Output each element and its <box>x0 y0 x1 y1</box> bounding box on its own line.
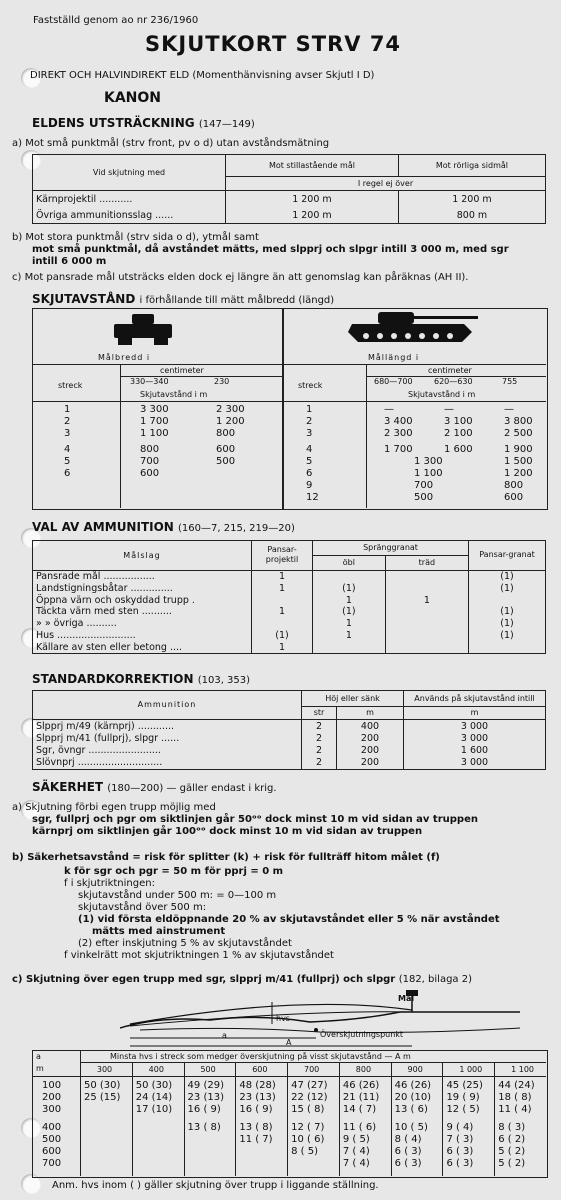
distance-cell: 2 500 <box>504 428 533 439</box>
distance-cell: 3 <box>306 428 313 439</box>
ammo-cell <box>385 583 468 595</box>
distance-cell: 500 <box>414 492 434 503</box>
standard-heading: STANDARDKORREKTION (103, 353) <box>32 672 251 686</box>
rule <box>366 365 367 508</box>
ammo-cell: (1) <box>469 606 546 618</box>
ammo-cell <box>469 641 546 653</box>
ammo-cell: 1 <box>313 629 386 641</box>
ammo-cell: (1) <box>469 629 546 641</box>
distance-cell: 12 <box>306 492 319 503</box>
safety-text: f vinkelrätt mot skjutriktningen 1 % av skjutavståndet <box>64 950 334 961</box>
overfire-a: 100 <box>42 1080 62 1091</box>
standard-row <box>33 744 546 756</box>
overfire-cell: 11 ( 7) <box>239 1134 273 1145</box>
width-col: 230 <box>214 377 230 386</box>
standard-cell: 1 600 <box>404 744 546 756</box>
ammo-cell: 1 <box>313 594 386 606</box>
distance-cell: 600 <box>504 492 524 503</box>
ammo-col: öbl <box>313 555 386 570</box>
standard-cell: 400 <box>337 719 404 732</box>
distance-cell: 3 100 <box>444 416 473 427</box>
weapon-title: KANON <box>104 90 162 106</box>
ammo-row <box>33 618 546 630</box>
distance-cell: 1 500 <box>504 456 533 467</box>
ammo-cell: Landstigningsbåtar .............. <box>33 583 252 595</box>
standard-cell: 3 000 <box>404 732 546 744</box>
overfire-diagram <box>120 990 520 1054</box>
overfire-cell: 16 ( 9) <box>187 1104 221 1115</box>
ammo-cell: (1) <box>469 583 546 595</box>
standard-cell: 2 <box>302 757 337 770</box>
rule <box>120 365 121 508</box>
ammo-cell: 1 <box>252 641 313 653</box>
overfire-cell: 50 (30) <box>84 1080 121 1091</box>
ammo-row <box>33 641 546 653</box>
distance-cell: 2 300 <box>216 404 245 415</box>
standard-cell: 200 <box>337 732 404 744</box>
overfire-col: 800 <box>355 1065 372 1074</box>
diagram-a: a <box>222 1031 227 1040</box>
range-col-label: Vid skjutning med <box>33 155 226 191</box>
distance-cell: 3 300 <box>140 404 169 415</box>
overfire-cell: 10 ( 6) <box>291 1134 325 1145</box>
ammo-cell <box>252 594 313 606</box>
overfire-cell: 18 ( 8) <box>498 1092 532 1103</box>
width-unit: Skjutavstånd i m <box>140 390 208 399</box>
width-cm: centimeter <box>160 366 204 375</box>
standard-row <box>33 719 546 732</box>
standard-cell: 3 000 <box>404 719 546 732</box>
overfire-cell: 14 ( 7) <box>342 1104 377 1115</box>
ammo-col: Målslag <box>33 541 252 571</box>
overfire-cell: 7 ( 4) <box>342 1158 370 1169</box>
standard-col: str <box>302 706 337 719</box>
overfire-cell: 11 ( 4) <box>498 1104 532 1115</box>
safety-text: (1) vid första eldöppnande 20 % av skjutavståndet eller 5 % när avståndet <box>78 914 500 925</box>
range-b-text: intill 6 000 m <box>32 256 107 267</box>
distance-cell: 4 <box>306 444 313 455</box>
standard-col: Höj eller sänk <box>302 691 404 707</box>
width-col: 330—340 <box>130 377 169 386</box>
overfire-cell: 10 ( 5) <box>394 1122 428 1133</box>
standard-col: Används på skjutavstånd intill <box>404 691 546 707</box>
overfire-cell: 45 (25) <box>446 1080 483 1091</box>
safety-text: (2) efter inskjutning 5 % av skjutavståndet <box>78 938 292 949</box>
width-title: Målbredd i <box>98 353 151 362</box>
distance-cell: 1 600 <box>444 444 473 455</box>
standard-table <box>32 690 546 770</box>
ammo-cell: 1 <box>252 570 313 582</box>
standard-col: m <box>404 706 546 719</box>
range-b-text: b) Mot stora punktmål (strv sida o d), ytmål samt <box>12 232 259 243</box>
overfire-cell: 16 ( 9) <box>239 1104 273 1115</box>
overfire-col: 700 <box>304 1065 320 1074</box>
distance-cell: — <box>504 404 514 415</box>
overfire-cell: 6 ( 3) <box>446 1146 474 1157</box>
rule <box>287 1063 288 1176</box>
length-title: Mållängd i <box>368 353 420 362</box>
overfire-cell: 13 ( 8) <box>187 1122 221 1133</box>
safety-text: f i skjutriktningen: <box>64 878 155 889</box>
range-sub: I regel ej över <box>226 177 546 191</box>
range-cell: 1 200 m <box>226 191 399 208</box>
ammo-col: Pansar-projektil <box>252 541 313 571</box>
ammo-cell: (1) <box>313 606 386 618</box>
ammo-cell: 1 <box>252 583 313 595</box>
overfire-col: 300 <box>96 1065 113 1074</box>
range-cell: 1 200 m <box>226 207 399 224</box>
distance-cell: 2 100 <box>444 428 473 439</box>
overfire-a: 700 <box>42 1158 62 1169</box>
standard-cell: 2 <box>302 744 337 756</box>
overfire-a-label: a <box>36 1052 41 1061</box>
distance-divider <box>282 308 284 510</box>
distance-cell: 3 <box>64 428 71 439</box>
ammo-col: Spränggranat <box>313 541 469 556</box>
rule <box>32 1076 546 1077</box>
overfire-cell: 46 (26) <box>342 1080 380 1091</box>
distance-cell: 6 <box>306 468 313 479</box>
distance-cell: 1 <box>306 404 313 415</box>
safety-text: a) Skjutning förbi egen trupp möjlig med <box>12 802 216 813</box>
distance-cell: 3 800 <box>504 416 533 427</box>
range-c-text: c) Mot pansrade mål utsträcks elden dock ej längre än att genomslag kan påräknas (AH II). <box>12 272 469 283</box>
ammo-row <box>33 583 546 595</box>
overfire-cell: 44 (24) <box>498 1080 535 1091</box>
overfire-m-label: m <box>36 1064 44 1073</box>
length-col: 620—630 <box>434 377 473 386</box>
ammo-row <box>33 570 546 582</box>
ammo-col: träd <box>385 555 468 570</box>
ammo-cell: 1 <box>252 606 313 618</box>
overfire-cell: 12 ( 7) <box>291 1122 325 1133</box>
length-unit: Skjutavstånd i m <box>408 390 476 399</box>
distance-cell: 3 400 <box>384 416 413 427</box>
distance-cell: 500 <box>216 456 236 467</box>
distance-cell: 2 <box>64 416 71 427</box>
standard-cell: 3 000 <box>404 757 546 770</box>
safety-text: b) Säkerhetsavstånd = risk för splitter (k) + risk för fullträff hitom målet (f) <box>12 852 440 863</box>
overfire-cell: 8 ( 4) <box>394 1134 422 1145</box>
tank-side-icon <box>344 310 484 346</box>
ammo-cell: Öppna värn och oskyddad trupp . <box>33 594 252 606</box>
overfire-col: 400 <box>148 1065 164 1074</box>
ammo-row <box>33 606 546 618</box>
overfire-cell: 5 ( 2) <box>498 1146 526 1157</box>
ammo-row <box>33 594 546 606</box>
ammo-cell: (1) <box>252 629 313 641</box>
standard-cell: Slpprj m/49 (kärnprj) ............ <box>33 719 302 732</box>
overfire-col: 600 <box>252 1065 268 1074</box>
ammo-cell: Pansrade mål ................. <box>33 570 252 582</box>
overfire-cell: 11 ( 6) <box>342 1122 377 1133</box>
overfire-cell: 19 ( 9) <box>446 1092 480 1103</box>
ammo-cell: Täckta värn med sten .......... <box>33 606 252 618</box>
length-col: 680—700 <box>374 377 413 386</box>
distance-cell: 2 300 <box>384 428 413 439</box>
overfire-cell: 20 (10) <box>394 1092 432 1103</box>
rule <box>32 364 546 365</box>
distance-cell: 4 <box>64 444 71 455</box>
rule <box>235 1063 236 1176</box>
range-table <box>32 154 546 224</box>
ammo-cell <box>252 618 313 630</box>
standard-cell: Slpprj m/41 (fullprj), slpgr ...... <box>33 732 302 744</box>
overfire-cell: 6 ( 2) <box>498 1134 526 1145</box>
rule <box>80 1062 546 1063</box>
distance-cell: 1 700 <box>384 444 413 455</box>
ammo-row <box>33 629 546 641</box>
page-subtitle: DIREKT OCH HALVINDIREKT ELD (Momenthänvisning avser Skjutl I D) <box>30 70 375 81</box>
ammo-table <box>32 540 546 654</box>
overfire-cell: 13 ( 6) <box>394 1104 428 1115</box>
overfire-cell: 12 ( 5) <box>446 1104 480 1115</box>
distance-cell: 600 <box>216 444 236 455</box>
safety-text: kärnprj om siktlinjen går 100ᵒᵒ dock minst 10 m vid sidan av truppen <box>32 826 423 837</box>
distance-cell: 5 <box>64 456 71 467</box>
overfire-cell: 15 ( 8) <box>291 1104 325 1115</box>
page-title: SKJUTKORT STRV 74 <box>145 32 402 56</box>
ammo-cell: » » övriga .......... <box>33 618 252 630</box>
safety-text: skjutavstånd under 500 m: = 0—100 m <box>78 890 277 901</box>
distance-cell: 800 <box>504 480 524 491</box>
standard-row <box>33 732 546 744</box>
ammo-heading: VAL AV AMMUNITION (160—7, 215, 219—20) <box>32 520 295 534</box>
rule <box>184 1063 185 1176</box>
ammo-cell: 1 <box>313 618 386 630</box>
length-col: 755 <box>502 377 518 386</box>
rule <box>494 1063 495 1176</box>
overfire-cell: 25 (15) <box>84 1092 121 1103</box>
range-row-label: Övriga ammunitionsslag ...... <box>33 207 226 224</box>
overfire-cell: 8 ( 3) <box>498 1122 526 1133</box>
distance-cell: 1 100 <box>414 468 443 479</box>
ammo-cell <box>385 606 468 618</box>
overfire-cell: 21 (11) <box>342 1092 380 1103</box>
safety-c-text: c) Skjutning över egen trupp med sgr, slpprj m/41 (fullprj) och slpgr (182, bilaga 2) <box>12 974 472 985</box>
diagram-hvs: hvs <box>276 1014 290 1023</box>
overfire-cell: 13 ( 8) <box>239 1122 273 1133</box>
ammo-cell <box>313 641 386 653</box>
overfire-cell: 6 ( 3) <box>394 1158 422 1169</box>
distance-cell: — <box>444 404 454 415</box>
standard-col: m <box>337 706 404 719</box>
distance-cell: 2 <box>306 416 313 427</box>
ammo-cell: Hus .......................... <box>33 629 252 641</box>
overfire-a: 600 <box>42 1146 62 1157</box>
overfire-cell: 8 ( 5) <box>291 1146 318 1157</box>
overfire-cell: 7 ( 4) <box>342 1146 370 1157</box>
overfire-a: 200 <box>42 1092 62 1103</box>
distance-cell: 1 200 <box>504 468 533 479</box>
standard-col: Ammunition <box>33 691 302 720</box>
rule <box>339 1063 340 1176</box>
safety-text: skjutavstånd över 500 m: <box>78 902 207 913</box>
overfire-a: 500 <box>42 1134 62 1145</box>
overfire-cell: 50 (30) <box>135 1080 173 1091</box>
range-row-label: Kärnprojektil ........... <box>33 191 226 208</box>
overfire-col: 900 <box>407 1065 423 1074</box>
length-streck: streck <box>298 381 323 390</box>
ammo-cell: (1) <box>469 618 546 630</box>
distance-cell: 600 <box>140 468 160 479</box>
standard-cell: 2 <box>302 719 337 732</box>
overfire-cell: 47 (27) <box>291 1080 328 1091</box>
safety-text: sgr, fullprj och pgr om siktlinjen går 50ᵒᵒ dock minst 10 m vid sidan av truppen <box>32 814 478 825</box>
ammo-cell <box>469 594 546 606</box>
overfire-cell: 48 (28) <box>239 1080 276 1091</box>
distance-heading: SKJUTAVSTÅND i förhållande till mätt målbredd (längd) <box>32 292 335 306</box>
overfire-cell: 6 ( 3) <box>446 1158 474 1169</box>
overfire-cell: 24 (14) <box>135 1092 173 1103</box>
standard-cell: 2 <box>302 732 337 744</box>
ammo-cell <box>385 629 468 641</box>
range-heading: ELDENS UTSTRÄCKNING (147—149) <box>32 116 255 130</box>
ammo-cell: (1) <box>313 583 386 595</box>
overfire-cell: 7 ( 3) <box>446 1134 474 1145</box>
distance-cell: 1 300 <box>414 456 443 467</box>
distance-cell: 1 <box>64 404 71 415</box>
overfire-cell: 22 (12) <box>291 1092 328 1103</box>
overfire-col: 500 <box>200 1065 216 1074</box>
range-cell: 800 m <box>398 207 545 224</box>
ammo-cell: Källare av sten eller betong .... <box>33 641 252 653</box>
standard-row <box>33 757 546 770</box>
tank-front-icon <box>112 312 174 346</box>
ammo-cell: (1) <box>469 570 546 582</box>
overfire-cell: 46 (26) <box>394 1080 432 1091</box>
distance-cell: 6 <box>64 468 71 479</box>
standard-cell: 200 <box>337 757 404 770</box>
distance-cell: 800 <box>216 428 236 439</box>
footnote: Anm. hvs inom ( ) gäller skjutning över trupp i liggande ställning. <box>52 1180 379 1191</box>
distance-cell: 1 100 <box>140 428 169 439</box>
safety-heading: SÄKERHET (180—200) — gäller endast i krig. <box>32 780 277 794</box>
width-streck: streck <box>58 381 83 390</box>
safety-text: mätts med ainstrument <box>92 926 226 937</box>
overfire-cell: 9 ( 4) <box>446 1122 474 1133</box>
overfire-cell: 23 (13) <box>187 1092 224 1103</box>
distance-cell: 700 <box>414 480 434 491</box>
standard-cell: Sgr, övngr ........................ <box>33 744 302 756</box>
range-col-moving: Mot rörliga sidmål <box>398 155 545 177</box>
overfire-cell: 9 ( 5) <box>342 1134 370 1145</box>
overfire-cell: 5 ( 2) <box>498 1158 526 1169</box>
rule <box>442 1063 443 1176</box>
range-col-stationary: Mot stillastående mål <box>226 155 399 177</box>
diagram-point: Överskjutningspunkt <box>320 1030 404 1039</box>
safety-text: k för sgr och pgr = 50 m för pprj = 0 m <box>64 866 284 877</box>
overfire-col: 1 100 <box>511 1065 535 1074</box>
overfire-cell: 23 (13) <box>239 1092 276 1103</box>
rule <box>80 1051 81 1176</box>
distance-cell: 800 <box>140 444 160 455</box>
standard-cell: Slövnprj ............................ <box>33 757 302 770</box>
overfire-a: 400 <box>42 1122 62 1133</box>
range-b-text: mot små punktmål, då avståndet mätts, med slpprj och slpgr intill 3 000 m, med sgr <box>32 244 509 255</box>
distance-cell: 5 <box>306 456 313 467</box>
diagram-target: Mål <box>398 994 415 1003</box>
distance-cell: 1 200 <box>216 416 245 427</box>
ammo-col: Pansar-granat <box>469 541 546 571</box>
distance-cell: 9 <box>306 480 313 491</box>
approval-note: Fastställd genom ao nr 236/1960 <box>33 15 199 26</box>
diagram-A: A <box>286 1038 292 1047</box>
distance-cell: 700 <box>140 456 160 467</box>
overfire-cell: 6 ( 3) <box>394 1146 422 1157</box>
overfire-col: 1 000 <box>459 1065 483 1074</box>
ammo-cell <box>385 618 468 630</box>
ammo-cell <box>385 641 468 653</box>
ammo-cell: 1 <box>385 594 468 606</box>
rule <box>32 401 546 402</box>
rule <box>391 1063 392 1176</box>
standard-cell: 200 <box>337 744 404 756</box>
distance-cell: — <box>384 404 394 415</box>
distance-cell: 1 700 <box>140 416 169 427</box>
range-cell: 1 200 m <box>398 191 545 208</box>
rule <box>132 1063 133 1176</box>
length-cm: centimeter <box>428 366 472 375</box>
overfire-cell: 49 (29) <box>187 1080 224 1091</box>
overfire-title: Minsta hvs i streck som medger överskjutning på visst skjutavstånd — A m <box>110 1052 411 1061</box>
range-a-text: a) Mot små punktmål (strv front, pv o d) utan avståndsmätning <box>12 138 330 149</box>
distance-cell: 1 900 <box>504 444 533 455</box>
ammo-cell <box>313 570 386 582</box>
overfire-cell: 17 (10) <box>135 1104 173 1115</box>
overfire-a: 300 <box>42 1104 62 1115</box>
ammo-cell <box>385 570 468 582</box>
